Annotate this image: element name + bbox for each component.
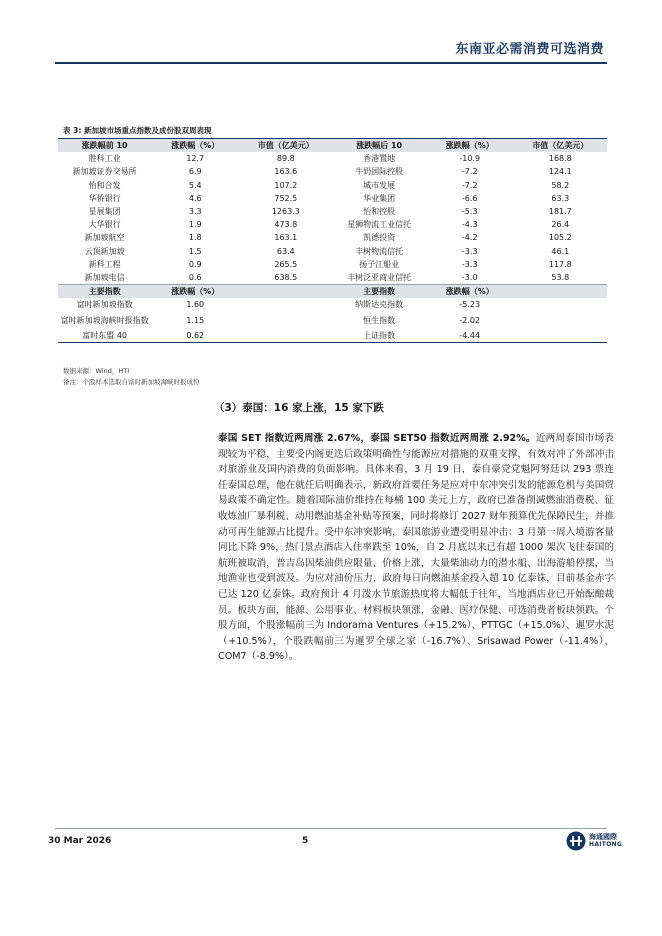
table-remark: 备注：个股样本选取自富时新加坡海峡时报成份 xyxy=(63,378,200,386)
table-cell: 26.4 xyxy=(551,220,570,230)
table-cell: 752.5 xyxy=(274,193,298,203)
column-header: 涨跌幅前 10 xyxy=(58,139,151,153)
footer-divider xyxy=(55,828,607,829)
logo-english-text: HAITONG xyxy=(589,841,623,848)
paragraph-body: 近两周泰国市场表现较为平稳，主要受内阁更迭后政策明确性与能源应对措施的双重支撑，有效对冲了外部冲击对旅游业及国内消费的负面影响。具体来看，3 月 19 日，泰自豪党党魁阿努廷以 293 票连任泰国总理，他在就任后明确表示，新政府首要任务是应对中东冲突引发的能源危机与美国贸易政策不确定性。随着国际油价维持在每桶 100 美元上方，政府已准备削减燃油消费税、征收炼油厂暴利税、动用燃油基金补贴等预案，同时将修订 2027 财年预算优先保障民生，并推动可再生能源占比提升。受中东冲突影响，泰国旅游业遭受明显冲击：3 月第一周入境游客量同比下降 9%，热门景点酒店入住率跌至 10%，自 2 月底以来已有超 1000 架次飞往泰国的航班被取消，普吉岛因柴油供应限量、价格上涨，大量柴油动力的潜水船、出海游船停摆，当地渔业也受到波及。为应对油价压力，政府每日向燃油基金投入超 10 亿泰铢，目前基金赤字已达 120 亿泰铢。政府预计 4 月泼水节旅游热度将大幅低于往年，当地酒店业已开始酝酿裁员。板块方面，能源、公用事业、材料板块领涨，金融、医疗保健、可选消费者板块领跌。个股方面，个股涨幅前三为 Indorama Ventures（+15.2%）、PTTGC（+15.0%）、暹罗水泥（+10.5%），个股跌幅前三为暹罗全球之家（-16.7%）、Srisawad Power（-11.4%）、COM7（-8.9%）。 xyxy=(218,433,614,663)
table-cell: 107.2 xyxy=(274,180,298,190)
table-cell: 117.8 xyxy=(548,259,572,269)
column-header: 主要指数 xyxy=(58,285,151,299)
table-cell: 新科工程 xyxy=(88,259,121,269)
table-cell: 凯德投资 xyxy=(363,233,396,243)
table-cell: 181.7 xyxy=(548,207,572,217)
table-cell: -4.2 xyxy=(461,233,478,243)
table-cell: 上证指数 xyxy=(363,330,396,340)
table-cell: 46.1 xyxy=(551,246,570,256)
table-cell: 105.2 xyxy=(548,233,572,243)
table-cell: 63.4 xyxy=(276,246,295,256)
column-header: 涨跌幅（%） xyxy=(151,285,239,299)
table-cell: 58.2 xyxy=(551,180,570,190)
column-header: 涨跌幅（%） xyxy=(426,285,514,299)
table-cell: 扬子江船业 xyxy=(359,259,400,269)
table-cell: 0.9 xyxy=(188,259,202,269)
table-cell xyxy=(514,329,607,343)
table-cell: 638.5 xyxy=(274,273,298,283)
table-cell: 0.6 xyxy=(188,273,202,283)
table-cell: -6.6 xyxy=(461,193,478,203)
table-row xyxy=(58,152,607,165)
table-caption: 表 3: 新加坡市场重点指数及成份股双周表现 xyxy=(63,126,212,135)
table-cell: 丰树物流信托 xyxy=(355,246,404,256)
table-cell: 云顶新加坡 xyxy=(84,246,125,256)
table-notes xyxy=(63,366,200,388)
table-cell: 265.5 xyxy=(274,259,298,269)
table-cell: 1.5 xyxy=(188,246,202,256)
column-header xyxy=(239,285,332,299)
table-row xyxy=(58,192,607,205)
index-header-row xyxy=(58,285,607,299)
table-cell: 63.3 xyxy=(551,193,570,203)
table-cell: 星展集团 xyxy=(88,207,121,217)
table-row xyxy=(58,179,607,192)
table-row xyxy=(58,258,607,271)
table-source: 数据来源：Wind，HTI xyxy=(63,367,130,375)
table-cell xyxy=(239,298,332,311)
table-cell: 牛奶国际控股 xyxy=(355,167,404,177)
table-cell xyxy=(239,329,332,343)
table-cell: 0.62 xyxy=(186,330,205,340)
column-header xyxy=(514,285,607,299)
table-row xyxy=(58,218,607,231)
table-cell: 华侨银行 xyxy=(88,193,121,203)
table-cell xyxy=(514,312,607,329)
table-header-row xyxy=(58,139,607,153)
footer-date: 30 Mar 2026 xyxy=(48,836,112,846)
table-cell: 1.60 xyxy=(186,300,205,310)
table-cell: 3.3 xyxy=(188,207,202,217)
table-row xyxy=(58,298,607,311)
table-cell: -5.3 xyxy=(461,207,478,217)
table-cell: 星狮物流工业信托 xyxy=(347,220,412,230)
column-header: 市值（亿美元） xyxy=(239,139,332,153)
table-cell: 12.7 xyxy=(186,154,205,164)
table-cell: 富时新加坡海峡时报指数 xyxy=(60,315,149,325)
table-cell: -3.3 xyxy=(461,246,478,256)
table-cell: 香港置地 xyxy=(363,154,396,164)
table-cell: 新加坡航空 xyxy=(84,233,125,243)
column-header: 涨跌幅（%） xyxy=(426,139,514,153)
table-cell: 163.1 xyxy=(274,233,298,243)
section-title: （3）泰国：16 家上涨，15 家下跌 xyxy=(214,402,384,414)
table-cell: 纳斯达克指数 xyxy=(355,300,404,310)
table-cell: -3.0 xyxy=(461,273,478,283)
page-number: 5 xyxy=(302,836,309,846)
table-cell xyxy=(514,298,607,311)
table-cell: 胜科工业 xyxy=(88,154,121,164)
table-cell: 1.9 xyxy=(188,220,202,230)
table-cell: 473.8 xyxy=(274,220,298,230)
table-cell: 124.1 xyxy=(548,167,572,177)
logo-chinese-text: 海通國際 xyxy=(589,833,617,841)
table-cell: 新加坡证券交易所 xyxy=(72,167,137,177)
table-cell: 1263.3 xyxy=(271,207,300,217)
table-cell: 丰树泛亚商业信托 xyxy=(347,273,412,283)
table-cell: -2.02 xyxy=(459,315,481,325)
table-cell: -7.2 xyxy=(461,167,478,177)
table-cell: 1.15 xyxy=(186,315,205,325)
table-row xyxy=(58,271,607,285)
table-cell: 6.9 xyxy=(188,167,202,177)
table-cell: -7.2 xyxy=(461,180,478,190)
table-cell: 怡和控股 xyxy=(363,207,396,217)
table-cell: 富时新加坡指数 xyxy=(76,300,133,310)
table-cell: -10.9 xyxy=(459,154,481,164)
table-row xyxy=(58,245,607,258)
report-header-title: 东南亚必需消费可选消费 xyxy=(455,42,604,57)
table-cell xyxy=(239,312,332,329)
column-header: 市值（亿美元） xyxy=(514,139,607,153)
table-cell: 1.8 xyxy=(188,233,202,243)
table-row xyxy=(58,329,607,343)
section-paragraph xyxy=(218,431,614,665)
table-row xyxy=(58,312,607,329)
table-cell: 富时东盟 40 xyxy=(82,330,128,340)
table-cell: 163.6 xyxy=(274,167,298,177)
table-cell: -3.3 xyxy=(461,259,478,269)
table-cell: 大华银行 xyxy=(88,220,121,230)
column-header: 主要指数 xyxy=(332,285,425,299)
table-row xyxy=(58,165,607,178)
table-cell: 89.8 xyxy=(276,154,295,164)
table-cell: 恒生指数 xyxy=(363,315,396,325)
header-divider xyxy=(55,62,607,64)
table-cell: 53.8 xyxy=(551,273,570,283)
column-header: 涨跌幅（%） xyxy=(151,139,239,153)
table-cell: 华业集团 xyxy=(363,193,396,203)
haitong-logo xyxy=(566,831,622,851)
table-cell: 5.4 xyxy=(188,180,202,190)
table-cell: 城市发展 xyxy=(363,180,396,190)
table-row xyxy=(58,231,607,244)
table-cell: -5.23 xyxy=(459,300,481,310)
haitong-logo-icon xyxy=(566,831,586,851)
table-cell: 4.6 xyxy=(188,193,202,203)
singapore-index-table xyxy=(58,138,607,343)
table-row xyxy=(58,205,607,218)
table-cell: 168.8 xyxy=(548,154,572,164)
column-header: 涨跌幅后 10 xyxy=(332,139,425,153)
table-cell: -4.3 xyxy=(461,220,478,230)
table-cell: -4.44 xyxy=(459,330,481,340)
table-cell: 新加坡电信 xyxy=(84,273,125,283)
table-cell: 怡和合发 xyxy=(88,180,121,190)
paragraph-lead: 泰国 SET 指数近两周涨 2.67%，泰国 SET50 指数近两周涨 2.92%。 xyxy=(218,433,536,444)
